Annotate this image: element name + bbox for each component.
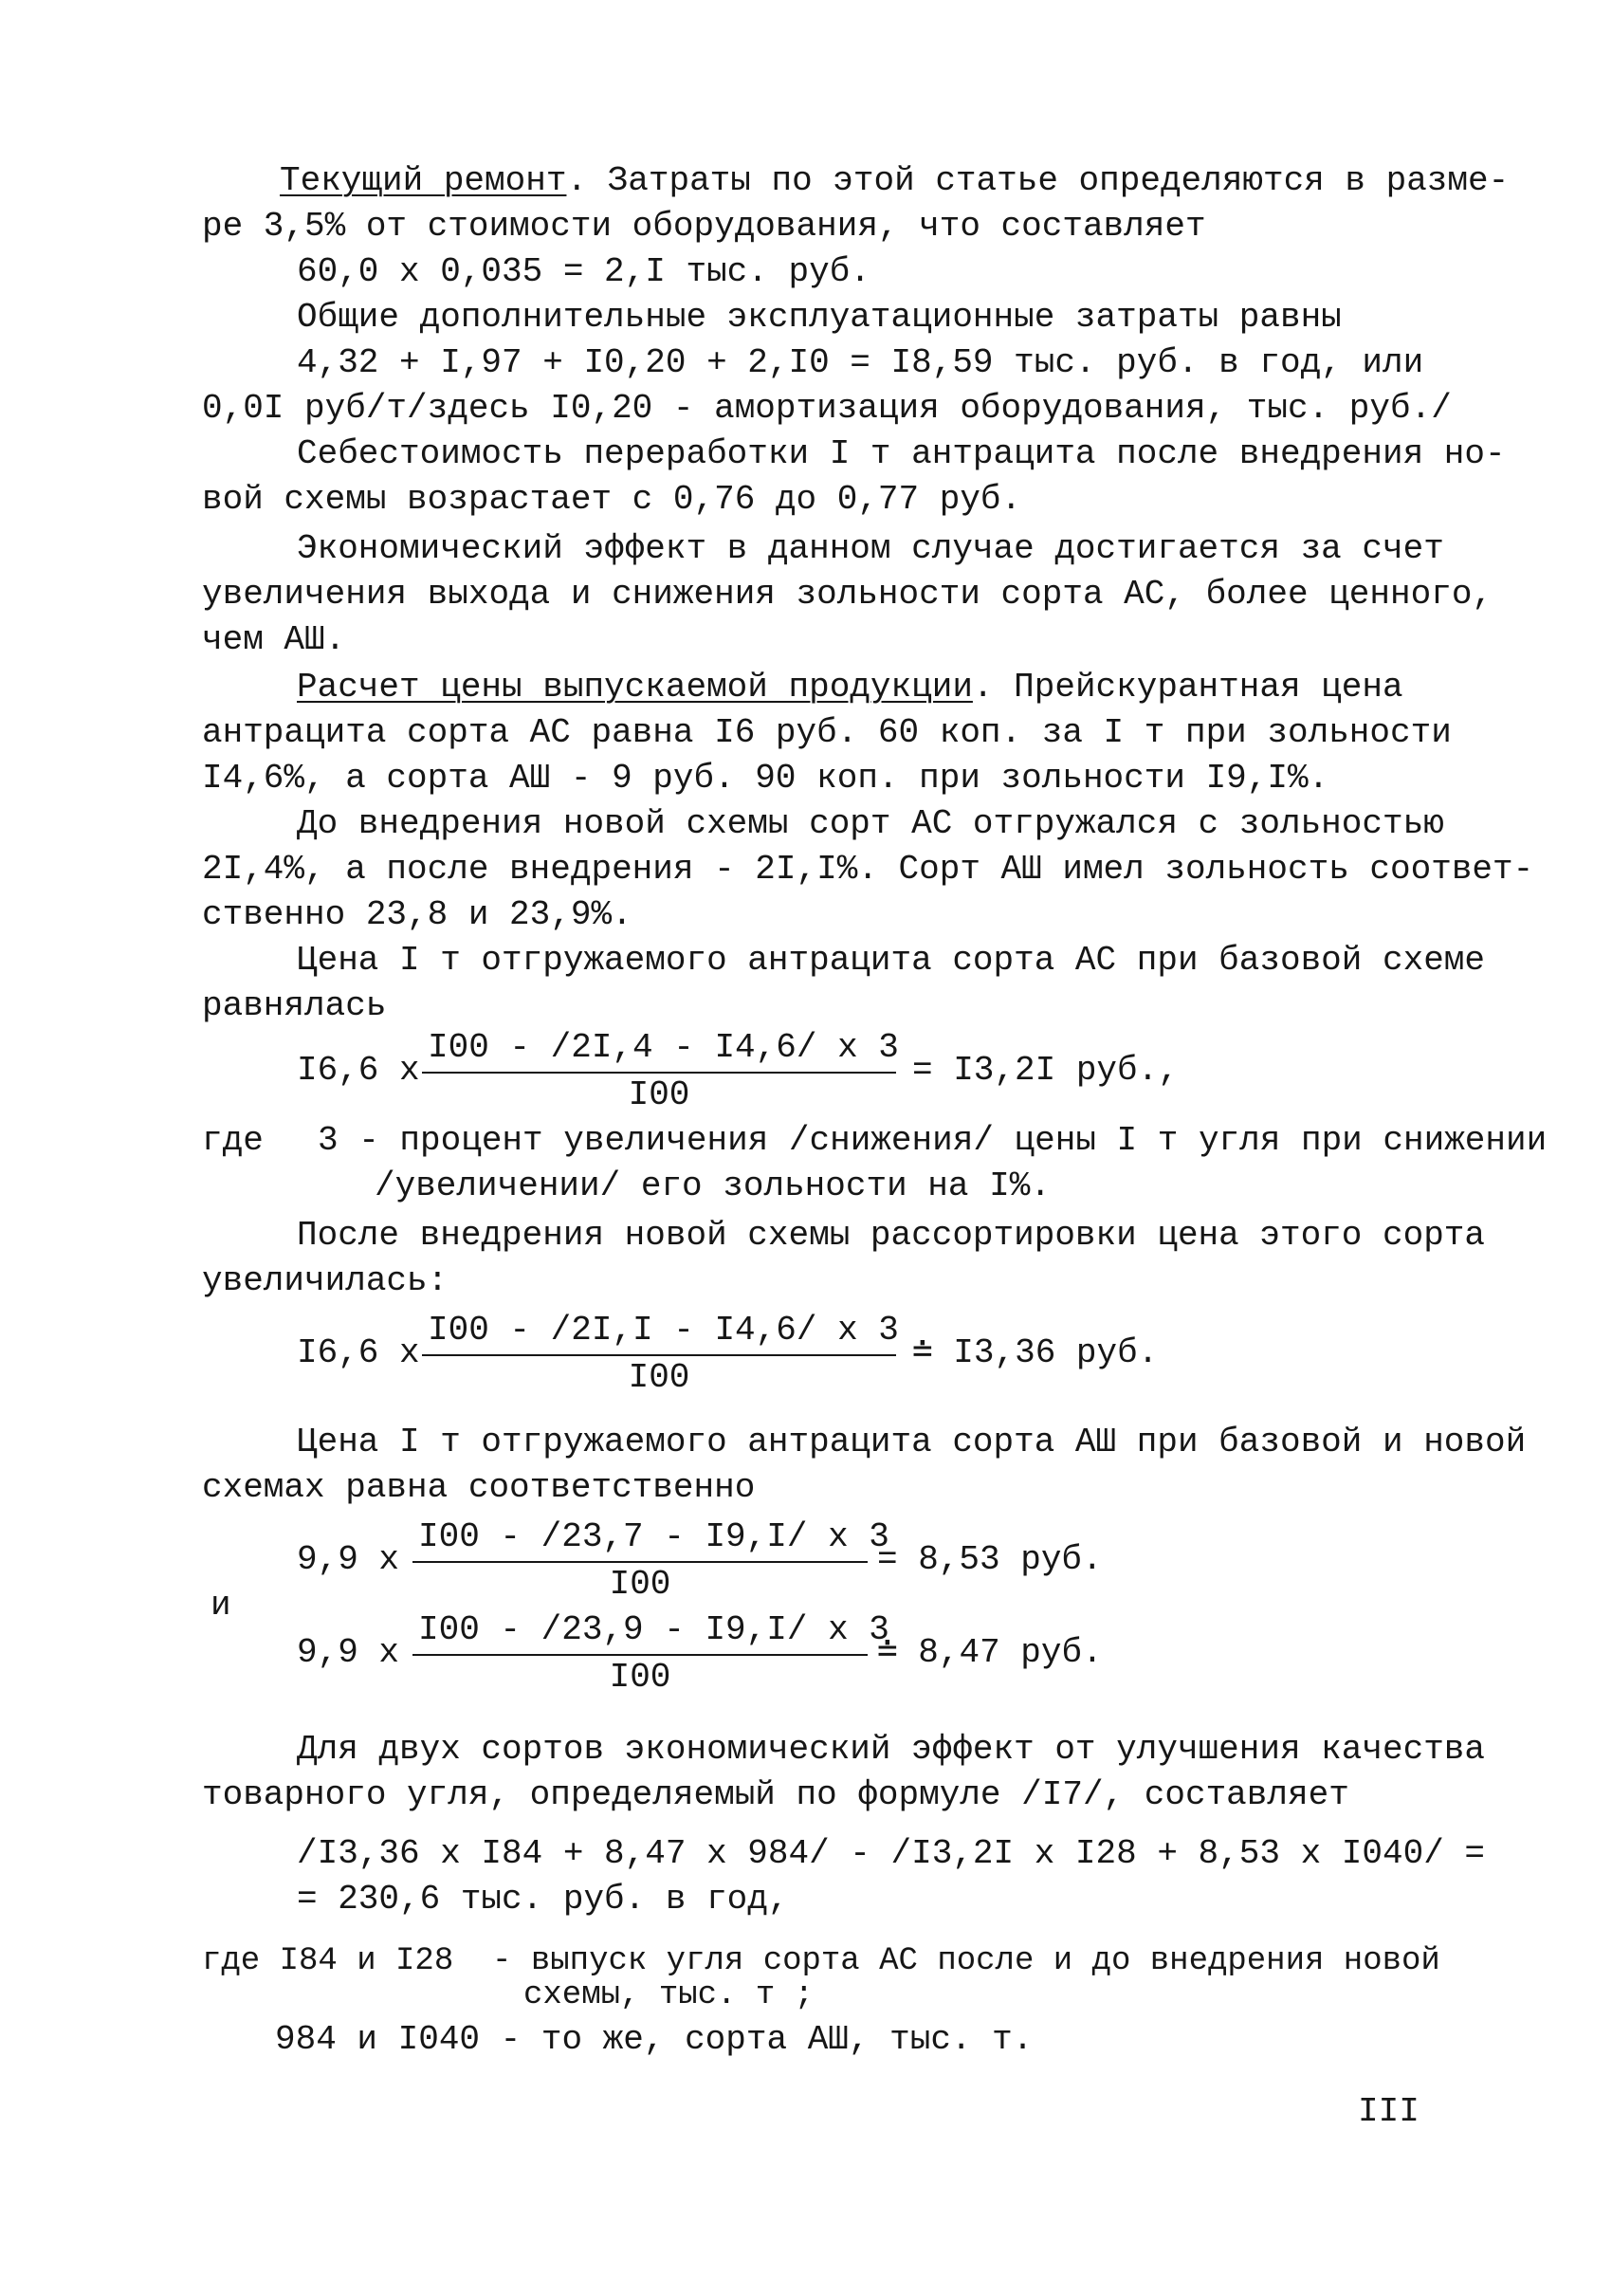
paragraph-line: где [202,1121,264,1160]
paragraph-line: 0,0I руб/т/здесь I0,20 - амортизация оборудования, тыс. руб./ [202,389,1452,428]
paragraph-line: Цена I т отгружаемого антрацита сорта АС при базовой схеме [297,941,1486,980]
formula-lead: 9,9 х [297,1633,400,1672]
calculation-line: = 230,6 тыс. руб. в год, [297,1880,789,1919]
paragraph-line: Для двух сортов экономический эффект от улучшения качества [297,1730,1486,1769]
paragraph-line: После внедрения новой схемы рассортировки цена этого сорта [297,1216,1486,1255]
paragraph-line: Цена I т отгружаемого антрацита сорта АШ при базовой и новой [297,1423,1527,1461]
formula-denominator: I00 [628,1075,690,1114]
paragraph-line: 2I,4%, а после внедрения - 2I,I%. Сорт АШ имел зольность соответ- [202,850,1534,889]
paragraph-line: До внедрения новой схемы сорт АС отгружался с зольностью [297,804,1444,843]
formula-numerator: I00 - /23,9 - I9,I/ х 3 [412,1610,868,1656]
formula-result: ≐ 8,47 руб. [877,1633,1103,1672]
paragraph-line: Общие дополнительные эксплуатационные затраты равны [297,298,1342,337]
calculation-line: 60,0 х 0,035 = 2,I тыс. руб. [297,252,870,291]
formula-numerator: I00 - /23,7 - I9,I/ х 3 [412,1517,868,1563]
formula-fraction [422,1311,899,1398]
legend-line: схемы, тыс. т ; [523,1977,815,2013]
paragraph-line: Текущий ремонт. Затраты по этой статье определяются в разме- [280,161,1510,200]
paragraph-line: 3 - процент увеличения /снижения/ цены I т угля при снижении [318,1121,1548,1160]
formula-lead: I6,6 х [297,1051,420,1090]
formula-lead: I6,6 х [297,1333,420,1372]
formula-denominator: I00 [609,1565,671,1604]
paragraph-line: ственно 23,8 и 23,9%. [202,895,632,934]
formula-fraction [412,1610,889,1698]
formula-numerator: I00 - /2I,4 - I4,6/ х 3 [422,1028,896,1074]
paragraph-line: чем АШ. [202,620,346,659]
formula-result: = 8,53 руб. [877,1540,1103,1579]
paragraph-line: схемах равна соответственно [202,1468,756,1507]
paragraph-line: Себестоимость переработки I т антрацита после внедрения но- [297,434,1506,473]
paragraph-line: увеличилась: [202,1261,449,1300]
paragraph-line: Экономический эффект в данном случае достигается за счет [297,529,1444,568]
section-heading-repair: Текущий ремонт [280,161,567,200]
section-heading-price: Расчет цены выпускаемой продукции [297,668,973,707]
paragraph-line: вой схемы возрастает с 0,76 до 0,77 руб. [202,480,1022,519]
formula-fraction [422,1028,899,1115]
paragraph-line: равнялась [202,986,387,1025]
calculation-line: /I3,36 х I84 + 8,47 х 984/ - /I3,2I х I28 + 8,53 х I040/ = [297,1834,1486,1873]
formula-numerator: I00 - /2I,I - I4,6/ х 3 [422,1311,896,1356]
paragraph-line: /увеличении/ его зольности на I%. [375,1166,1051,1205]
paragraph-line: антрацита сорта АС равна I6 руб. 60 коп. за I т при зольности [202,713,1452,752]
formula-result: = I3,2I руб., [912,1051,1179,1090]
paragraph-line: I4,6%, а сорта АШ - 9 руб. 90 коп. при зольности I9,I%. [202,759,1329,798]
paragraph-line: Расчет цены выпускаемой продукции. Прейскурантная цена [297,668,1403,707]
formula-denominator: I00 [628,1358,690,1397]
formula-lead: 9,9 х [297,1540,400,1579]
formula-fraction [412,1517,889,1605]
formula-denominator: I00 [609,1658,671,1697]
legend-line: 984 и I040 - то же, сорта АШ, тыс. т. [275,2020,1034,2059]
page-number: III [1358,2092,1420,2131]
conjunction-and: и [211,1586,231,1625]
paragraph-line: увеличения выхода и снижения зольности сорта АС, более ценного, [202,575,1493,614]
legend-line: где I84 и I28 - выпуск угля сорта АС после и до внедрения новой [202,1943,1440,1979]
calculation-line: 4,32 + I,97 + I0,20 + 2,I0 = I8,59 тыс. руб. в год, или [297,343,1424,382]
paragraph-line: ре 3,5% от стоимости оборудования, что составляет [202,207,1206,246]
paragraph-line: товарного угля, определяемый по формуле /I7/, составляет [202,1775,1349,1814]
formula-result: ≐ I3,36 руб. [912,1333,1159,1372]
